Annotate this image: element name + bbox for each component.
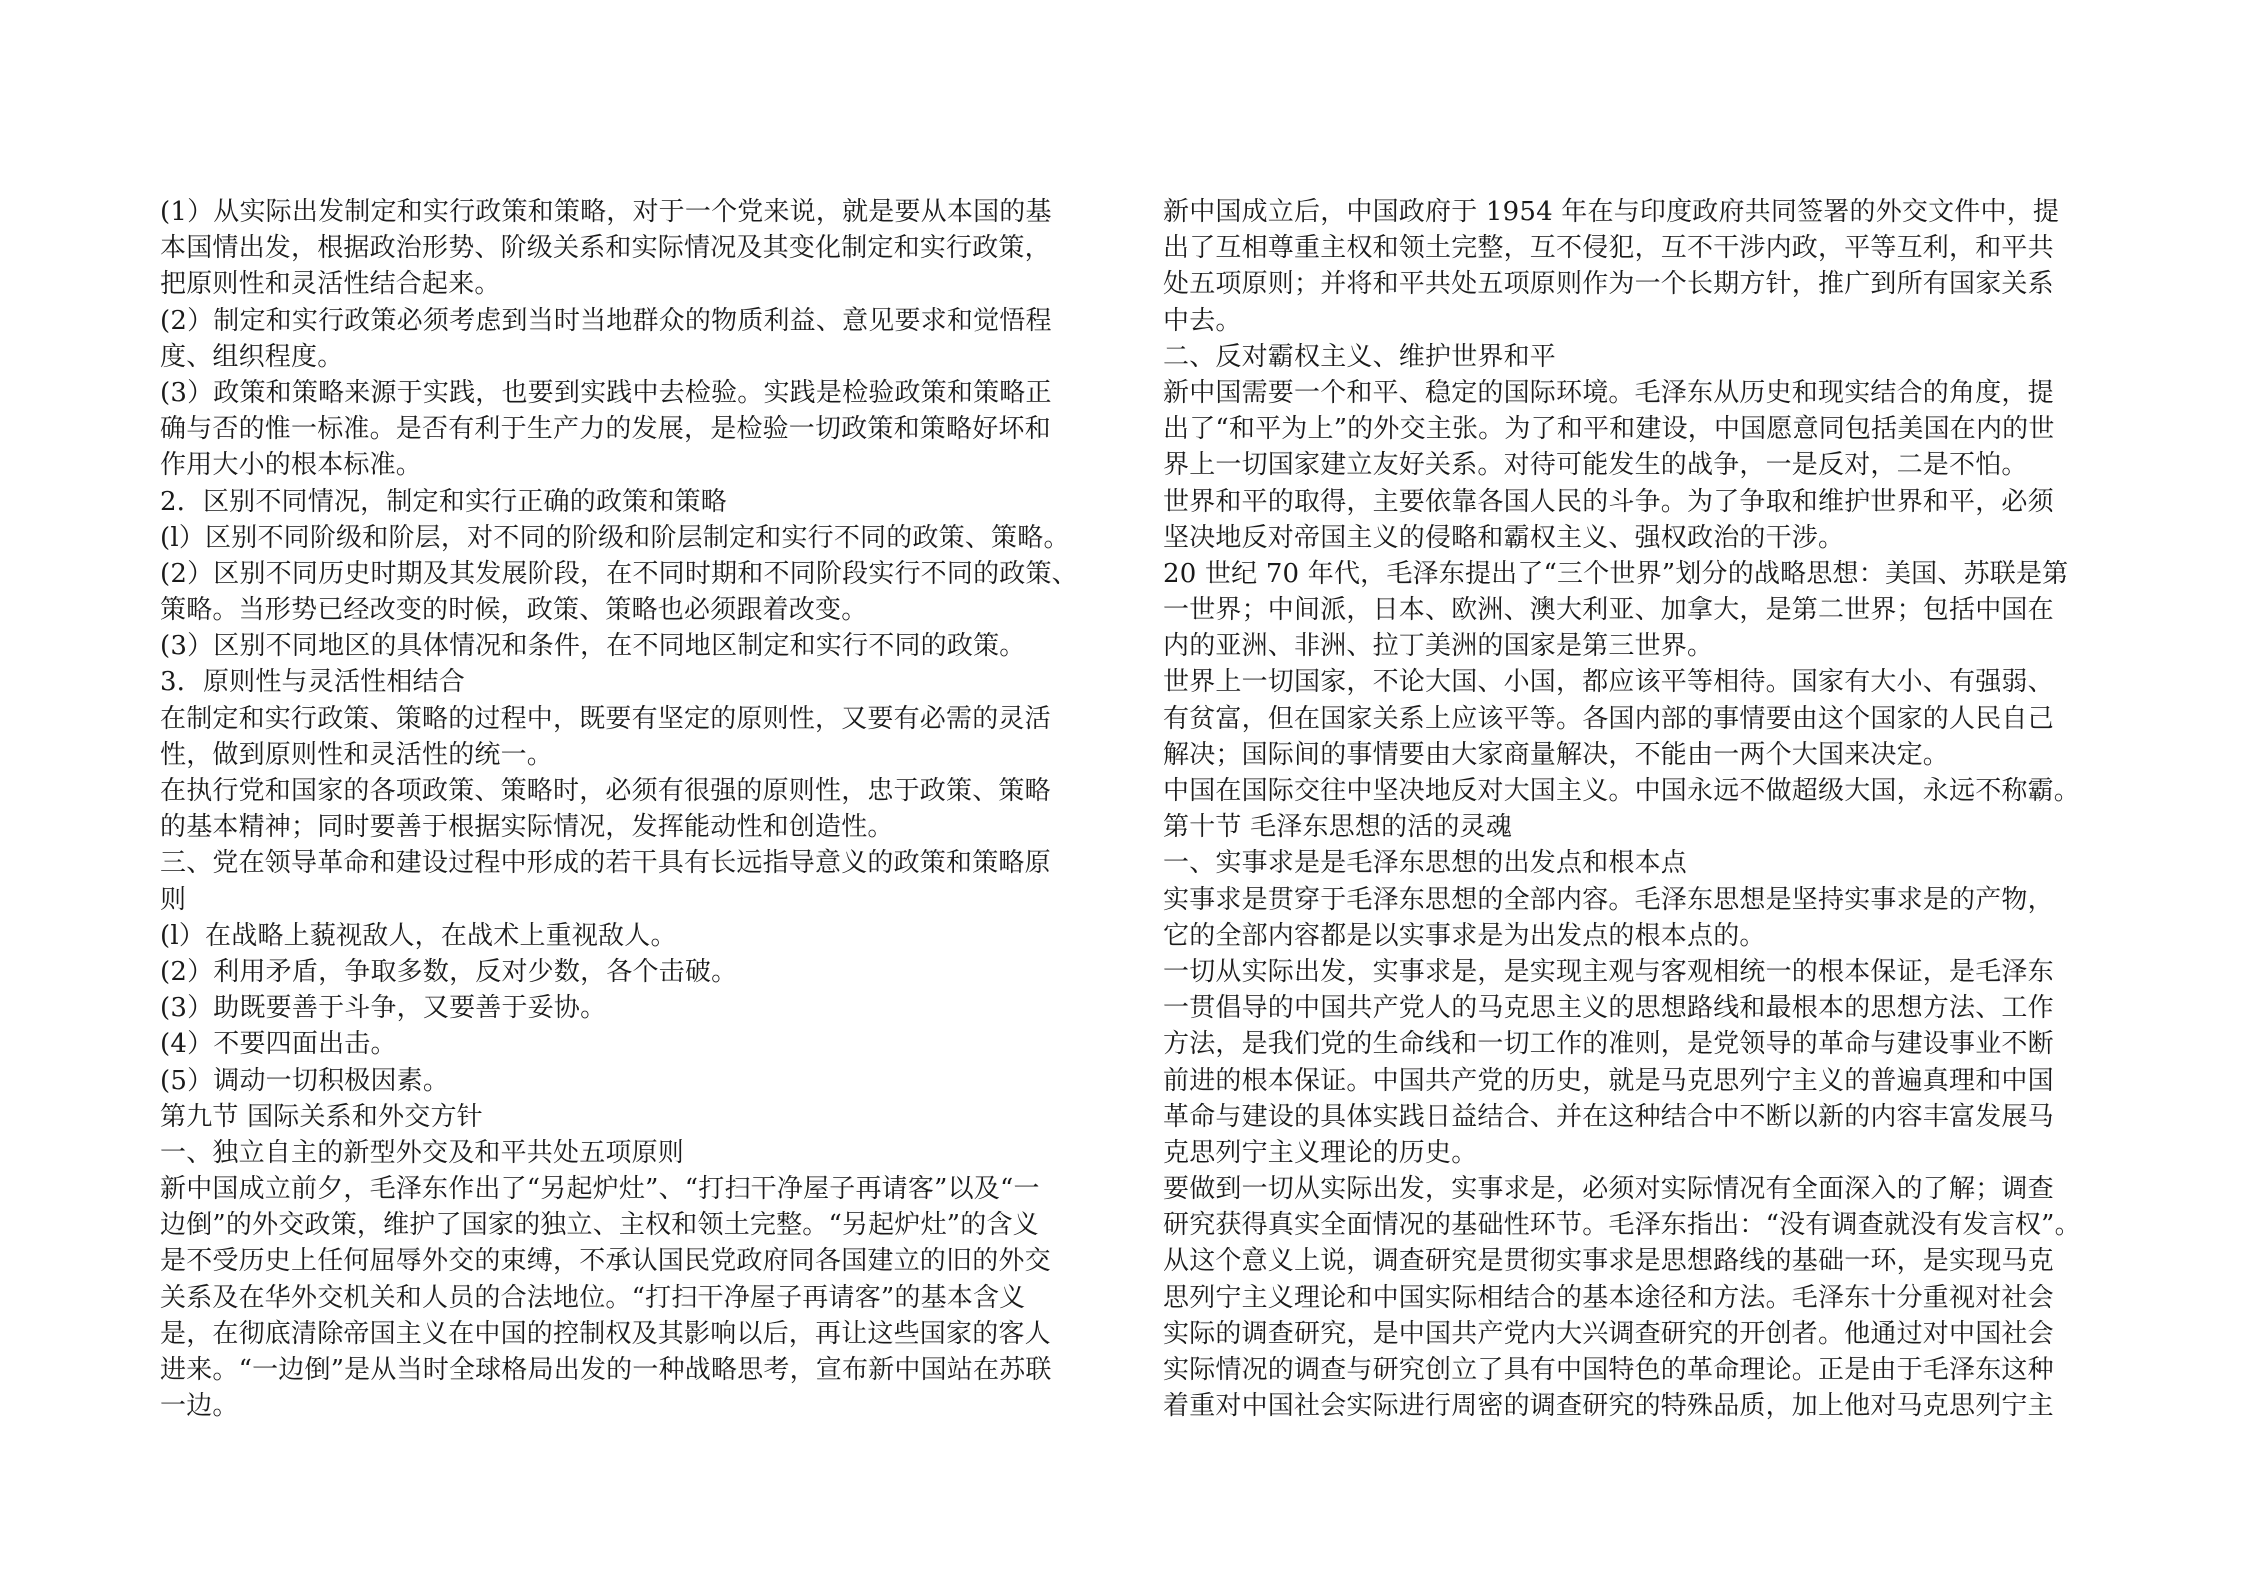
text-line: 中去。	[1163, 305, 1242, 336]
text-line: 有贫富，但在国家关系上应该平等。各国内部的事情要由这个国家的人民自己	[1163, 703, 2054, 734]
text-line: 策略。当形势已经改变的时候，政策、策略也必须跟着改变。	[160, 595, 868, 626]
text-line: (l）区别不同阶级和阶层，对不同的阶级和阶层制定和实行不同的政策、策略。	[160, 522, 1070, 553]
text-line: (l）在战略上藐视敌人，在战术上重视敌人。	[160, 920, 677, 951]
text-line: 坚决地反对帝国主义的侵略和霸权主义、强权政治的干涉。	[1163, 522, 1845, 553]
text-line: 世界和平的取得，主要依靠各国人民的斗争。为了争取和维护世界和平，必须	[1163, 486, 2054, 517]
text-line: (2）区别不同历史时期及其发展阶段，在不同时期和不同阶段实行不同的政策、	[160, 558, 1078, 589]
text-line: 解决；国际间的事情要由大家商量解决，不能由一两个大国来决定。	[1163, 739, 1950, 770]
text-line: 三、党在领导革命和建设过程中形成的若干具有长远指导意义的政策和策略原	[160, 848, 1051, 879]
text-line: 边倒”的外交政策，维护了国家的独立、主权和领土完整。“另起炉灶”的含义	[160, 1210, 1039, 1241]
text-line: 内的亚洲、非洲、拉丁美洲的国家是第三世界。	[1163, 631, 1714, 662]
text-line: 革命与建设的具体实践日益结合、并在这种结合中不断以新的内容丰富发展马	[1163, 1101, 2054, 1132]
text-line: 20 世纪 70 年代，毛泽东提出了“三个世界”划分的战略思想：美国、苏联是第	[1163, 558, 2069, 589]
text-line: 着重对中国社会实际进行周密的调查研究的特殊品质，加上他对马克思列宁主	[1163, 1391, 2054, 1422]
text-line: 要做到一切从实际出发，实事求是，必须对实际情况有全面深入的了解；调查	[1163, 1174, 2054, 1205]
text-line: 新中国需要一个和平、稳定的国际环境。毛泽东从历史和现实结合的角度，提	[1163, 377, 2054, 408]
text-line: 作用大小的根本标准。	[160, 450, 423, 481]
text-line: 性，做到原则性和灵活性的统一。	[160, 739, 554, 770]
text-line: 研究获得真实全面情况的基础性环节。毛泽东指出：“没有调查就没有发言权”。	[1163, 1210, 2081, 1241]
text-line: 世界上一切国家，不论大国、小国，都应该平等相待。国家有大小、有强弱、	[1163, 667, 2054, 698]
text-line: (4）不要四面出击。	[160, 1029, 397, 1060]
text-line: (5）调动一切积极因素。	[160, 1065, 450, 1096]
text-line: 在执行党和国家的各项政策、策略时，必须有很强的原则性，忠于政策、策略	[160, 776, 1051, 806]
text-line: 出了互相尊重主权和领土完整，互不侵犯，互不干涉内政，平等互利，和平共	[1163, 233, 2054, 264]
text-line: 是，在彻底清除帝国主义在中国的控制权及其影响以后，再让这些国家的客人	[160, 1318, 1051, 1349]
text-line: (3）助既要善于斗争，又要善于妥协。	[160, 993, 607, 1024]
text-line: (3）区别不同地区的具体情况和条件，在不同地区制定和实行不同的政策。	[160, 631, 1026, 662]
text-line: 它的全部内容都是以实事求是为出发点的根本点的。	[1163, 920, 1766, 951]
text-line: 界上一切国家建立友好关系。对待可能发生的战争，一是反对，二是不怕。	[1163, 450, 2028, 481]
text-line: 一贯倡导的中国共产党人的马克思主义的思想路线和最根本的思想方法、工作	[1163, 993, 2054, 1024]
text-line: 则	[160, 884, 187, 915]
text-line: (2）制定和实行政策必须考虑到当时当地群众的物质利益、意见要求和觉悟程	[160, 305, 1052, 336]
text-line: 克思列宁主义理论的历史。	[1163, 1137, 1478, 1168]
text-line: 出了“和平为上”的外交主张。为了和平和建设，中国愿意同包括美国在内的世	[1163, 414, 2055, 445]
text-line: 一世界；中间派，日本、欧洲、澳大利亚、加拿大，是第二世界；包括中国在	[1163, 595, 2054, 626]
text-line: 进来。“一边倒”是从当时全球格局出发的一种战略思考，宣布新中国站在苏联	[160, 1355, 1052, 1385]
text-line: 处五项原则；并将和平共处五项原则作为一个长期方针，推广到所有国家关系	[1163, 269, 2054, 300]
text-line: 3．原则性与灵活性相结合	[160, 667, 465, 698]
text-line: (2）利用矛盾，争取多数，反对少数，各个击破。	[160, 956, 738, 987]
text-line: 二、反对霸权主义、维护世界和平	[1163, 341, 1557, 372]
text-line: 一、独立自主的新型外交及和平共处五项原则	[160, 1137, 685, 1168]
text-line: 中国在国际交往中坚决地反对大国主义。中国永远不做超级大国，永远不称霸。	[1163, 776, 2081, 806]
text-line: 2．区别不同情况，制定和实行正确的政策和策略	[160, 486, 727, 517]
text-line: 本国情出发，根据政治形势、阶级关系和实际情况及其变化制定和实行政策，	[160, 233, 1051, 264]
text-line: 把原则性和灵活性结合起来。	[160, 269, 501, 300]
text-line: 从这个意义上说，调查研究是贯彻实事求是思想路线的基础一环，是实现马克	[1163, 1246, 2054, 1277]
text-line: 一边。	[160, 1391, 239, 1422]
text-line: 思列宁主义理论和中国实际相结合的基本途径和方法。毛泽东十分重视对社会	[1163, 1282, 2054, 1313]
text-line: 确与否的惟一标准。是否有利于生产力的发展，是检验一切政策和策略好坏和	[160, 414, 1051, 445]
left-column	[160, 194, 1118, 1424]
text-line: 度、组织程度。	[160, 341, 344, 372]
text-line: 方法，是我们党的生命线和一切工作的准则，是党领导的革命与建设事业不断	[1163, 1029, 2054, 1060]
text-line: 一切从实际出发，实事求是，是实现主观与客观相统一的根本保证，是毛泽东	[1163, 956, 2054, 987]
text-line: 实际情况的调查与研究创立了具有中国特色的革命理论。正是由于毛泽东这种	[1163, 1355, 2054, 1385]
text-line: 关系及在华外交机关和人员的合法地位。“打扫干净屋子再请客”的基本含义	[160, 1282, 1026, 1313]
text-line: 的基本精神；同时要善于根据实际情况，发挥能动性和创造性。	[160, 812, 894, 843]
text-line: (1）从实际出发制定和实行政策和策略，对于一个党来说，就是要从本国的基	[160, 197, 1052, 227]
text-line: 前进的根本保证。中国共产党的历史，就是马克思列宁主义的普遍真理和中国	[1163, 1065, 2054, 1096]
right-column	[1163, 194, 2121, 1424]
text-line: 第十节 毛泽东思想的活的灵魂	[1163, 812, 1513, 843]
text-line: (3）政策和策略来源于实践，也要到实践中去检验。实践是检验政策和策略正	[160, 377, 1052, 408]
text-line: 一、实事求是是毛泽东思想的出发点和根本点	[1163, 848, 1688, 879]
text-line: 第九节 国际关系和外交方针	[160, 1101, 483, 1132]
text-line: 新中国成立后，中国政府于 1954 年在与印度政府共同签署的外交文件中，提	[1163, 197, 2060, 227]
text-line: 实际的调查研究，是中国共产党内大兴调查研究的开创者。他通过对中国社会	[1163, 1318, 2054, 1349]
text-line: 在制定和实行政策、策略的过程中，既要有坚定的原则性，又要有必需的灵活	[160, 703, 1051, 734]
text-line: 是不受历史上任何屈辱外交的束缚，不承认国民党政府同各国建立的旧的外交	[160, 1246, 1051, 1277]
text-line: 新中国成立前夕，毛泽东作出了“另起炉灶”、“打扫干净屋子再请客”以及“一	[160, 1174, 1040, 1205]
text-line: 实事求是贯穿于毛泽东思想的全部内容。毛泽东思想是坚持实事求是的产物，	[1163, 884, 2054, 915]
